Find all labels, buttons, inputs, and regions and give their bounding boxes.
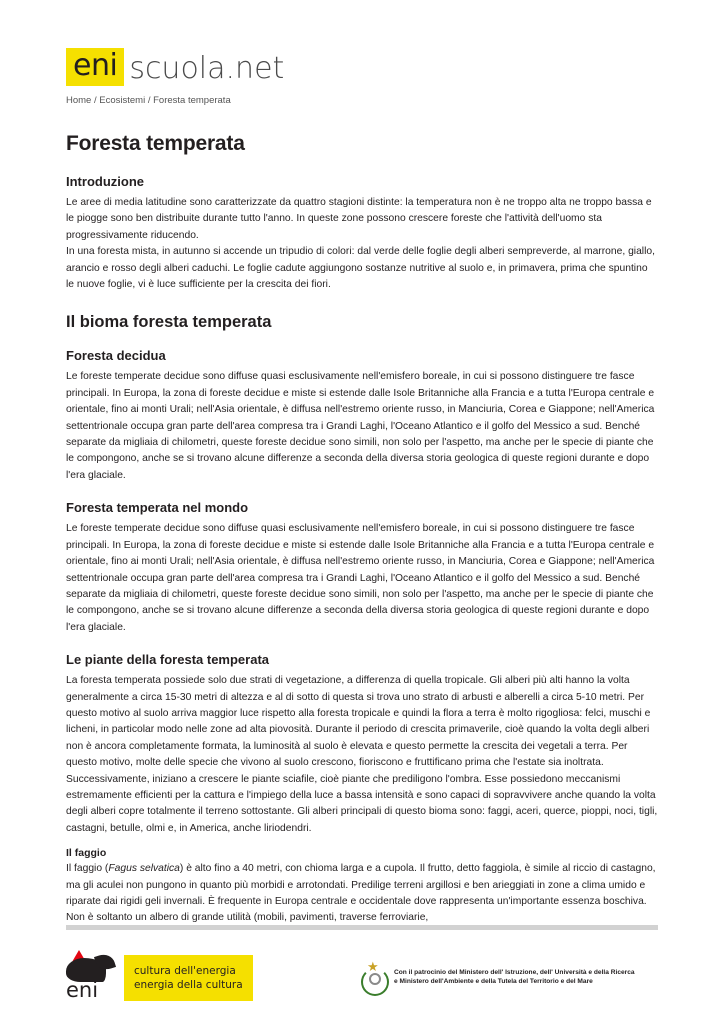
page-title: Foresta temperata <box>66 132 245 155</box>
cogwheel-shape <box>369 973 381 985</box>
document-body <box>66 132 658 927</box>
star-shape: ★ <box>367 959 379 974</box>
faggio-text-pre: Il faggio ( <box>66 863 109 875</box>
page-header <box>66 48 666 106</box>
logo-eni-mark: eni <box>66 48 124 86</box>
heading-le-piante-della-foresta-temperata: Le piante della foresta temperata <box>66 652 270 668</box>
paragraph-foresta-decidua: Le foreste temperate decidue sono diffuse quasi esclusivamente nell'emisfero boreale, in cui si possono distinguere tre fasce principali. In Europa, la zona di foreste decidue e miste si estende dalle Isole Britanniche alla Francia e a tutta l'Europa centrale e orientale, fino ai monti Urali; nell'Asia orientale, è diffusa nell'estremo oriente russo, in Manciuria, Corea e Giappone; nell'America settentrionale occupa gran parte dell'area compresa tra i Grandi Laghi, l'Oceano Atlantico e il golfo del Messico a sud. Benché separate da migliaia di chilometri, queste foreste decidue sono simili, non solo per l'aspetto, ma anche per le specie di piante che le compongono, anche se si trovano alcune differenze a seconda della diversa storia geologica di queste regioni durante e dopo l'era glaciale. <box>66 371 655 481</box>
heading-foresta-decidua: Foresta decidua <box>66 348 166 364</box>
faggio-text-post: ) è alto fino a 40 metri, con chioma larga e a cupola. Il frutto, detto faggiola, è simile al riccio di castagno, ma gli aculei non pungono in quanto più morbidi e arrotondati. Predilige terreni argillosi e ben arieggiati in zone a clima umido e riparate dai rigidi geli invernali. È frequente in Europa centrale e occidentale dove rappresenta un'importante essenza boschiva. Non è soltanto un albero di grande utilità (mobili, pavimenti, traverse ferroviarie, <box>66 863 656 924</box>
intro-paragraph-2: In una foresta mista, in autunno si accende un tripudio di colori: dal verde delle foglie degli alberi sempreverde, al marrone, giallo, arancio e rosso degli alberi caduchi. Le foglie cadute aggiungono sostanze nutritive al suolo e, in primavera, prima che spuntino le nuove foglie, vi è luce sufficiente per la crescita dei fiori. <box>66 246 655 291</box>
patronage-line-1: Con il patrocinio del Ministero dell' Istruzione, dell' Università e della Ricerca <box>394 968 635 976</box>
footer-eni-block <box>66 950 253 1006</box>
republic-emblem-icon <box>360 960 386 994</box>
paragraph-foresta-temperata-nel-mondo: Le foreste temperate decidue sono diffuse quasi esclusivamente nell'emisfero boreale, in cui si possono distinguere tre fasce principali. In Europa, la zona di foreste decidue e miste si estende dalle Isole Britanniche alla Francia e a tutta l'Europa centrale e orientale, fino ai monti Urali; nell'Asia orientale, è diffusa nell'estremo oriente russo, in Manciuria, Corea e Giappone; nell'America settentrionale occupa gran parte dell'area compresa tra i Grandi Laghi, l'Oceano Atlantico e il golfo del Messico a sud. Benché separate da migliaia di chilometri, queste foreste decidue sono simili, non solo per l'aspetto, ma anche per le specie di piante che le compongono, anche se si trovano alcune differenze a seconda della diversa storia geologica di queste regioni durante e dopo l'era glaciale. <box>66 523 655 633</box>
paragraph-il-faggio <box>66 861 658 927</box>
patronage-text <box>394 968 635 987</box>
page-footer <box>0 940 724 1024</box>
breadcrumb[interactable]: Home / Ecosistemi / Foresta temperata <box>66 95 231 106</box>
heading-introduzione: Introduzione <box>66 174 144 189</box>
eni-wordmark: eni <box>66 978 99 1002</box>
eni-dog-logo-icon <box>66 950 118 1006</box>
paragraph-le-piante: La foresta temperata possiede solo due strati di vegetazione, a differenza di quella tropicale. Gli alberi più alti hanno la volta generalmente a circa 15-30 metri di altezza e al di sotto di questa si trova uno strato di arbusti e alberelli a circa 5-10 metri. Per questo motivo al suolo arriva maggior luce rispetto alla foresta tropicale e quindi la flora a terra è molto rigogliosa: felci, muschi e licheni, in particolar modo nelle zone ad alta piovosità. Durante il periodo di crescita primaverile, cioè quando la volta degli alberi non è ancora completamente formata, la luminosità al suolo è elevata e questo permette la crescita dei vegetali a terra. Per questo motivo, molte delle specie che vivono al suolo crescono, fioriscono e fruttificano prima che l'estate sia inoltrata. Successivamente, iniziano a crescere le piante sciafile, cioè piante che prediligono l'ombra. Esse possiedono meccanismi estremamente efficienti per la cattura e l'impiego della luce a bassa intensità e sono capaci di sopravvivere anche quando la volta degli alberi copre totalmente il terreno sottostante. Gli alberi principali di questo bioma sono: faggi, aceri, querce, pioppi, noci, tigli, castagni, betulle, olmi e, in America, anche liriodendri. <box>66 675 658 834</box>
eni-claim-line-2: energia della cultura <box>134 979 243 991</box>
footer-divider <box>66 925 658 930</box>
faggio-latin-name: Fagus selvatica <box>108 863 180 875</box>
eni-claim-line-1: cultura dell'energia <box>134 965 236 977</box>
footer-patronage-block <box>360 960 635 994</box>
heading-foresta-temperata-nel-mondo: Foresta temperata nel mondo <box>66 500 249 516</box>
heading-bioma-foresta-temperata: Il bioma foresta temperata <box>66 313 272 332</box>
heading-il-faggio: Il faggio <box>66 847 107 860</box>
eni-claim <box>124 955 253 1001</box>
site-logo[interactable] <box>66 48 666 86</box>
patronage-line-2: e Ministero dell'Ambiente e della Tutela del Territorio e del Mare <box>394 978 593 985</box>
logo-scuolanet-text: scuola.net <box>129 51 285 86</box>
intro-paragraph-1: Le aree di media latitudine sono caratterizzate da quattro stagioni distinte: la temperatura non è ne troppo alta ne troppo bassa e le piogge sono ben distribuite durante tutto l'anno. In queste zone possono crescere foreste che l'attività dell'uomo sta progressivamente riducendo. <box>66 197 652 241</box>
